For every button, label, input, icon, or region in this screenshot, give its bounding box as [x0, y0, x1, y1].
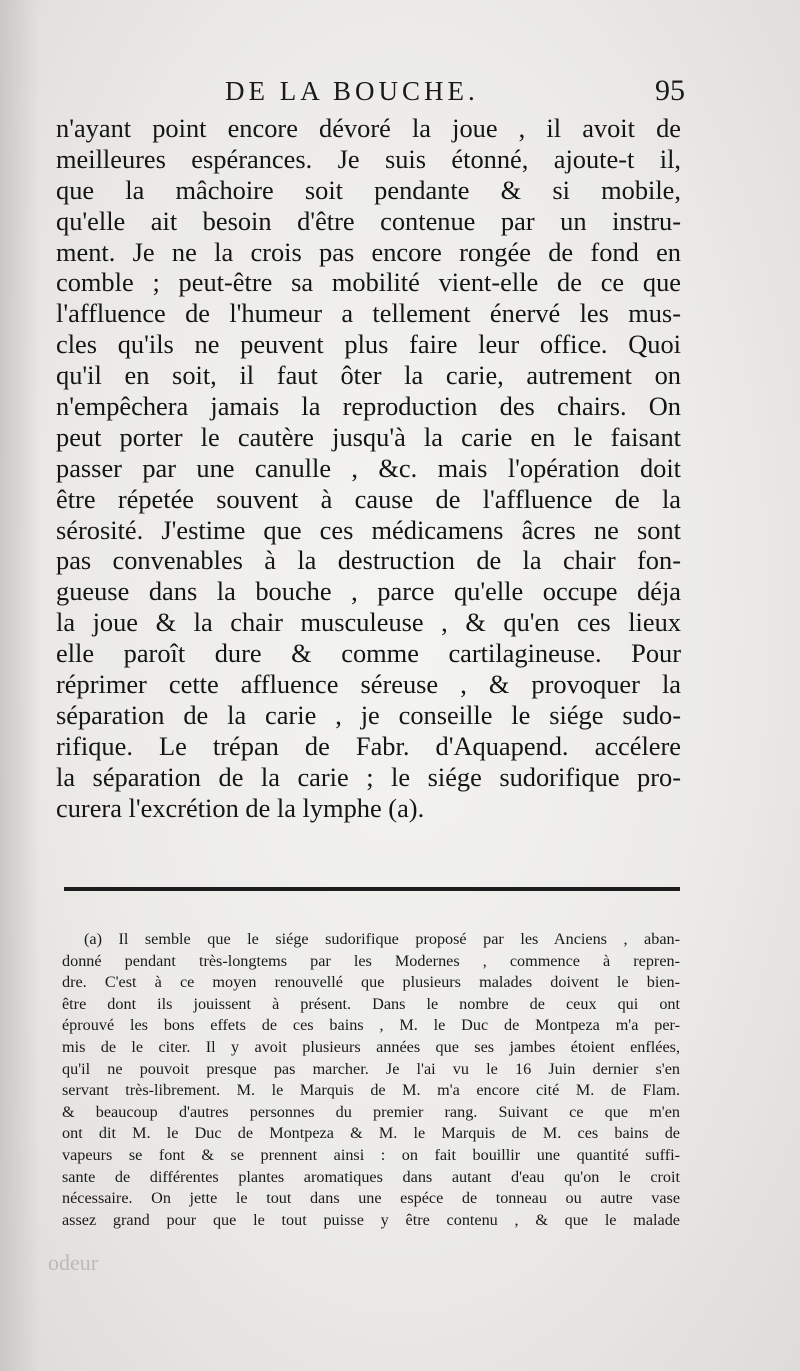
body-line: gueuse dans la bouche , parce qu'elle occupe déja	[56, 576, 681, 607]
body-line: qu'il en soit, il faut ôter la carie, autrement on	[56, 360, 681, 391]
body-line: passer par une canulle , &c. mais l'opération doit	[56, 452, 681, 483]
body-line: que la mâchoire soit pendante & si mobile,	[56, 174, 681, 205]
page-number: 95	[655, 74, 685, 107]
footnote-line: & beaucoup d'autres personnes du premier rang. Suivant ce que m'en	[62, 1102, 680, 1121]
footnote-line: mis de le citer. Il y avoit plusieurs années que ses jambes étoient enflées,	[62, 1037, 680, 1056]
body-line: rifique. Le trépan de Fabr. d'Aquapend. accélere	[56, 730, 681, 761]
body-line: l'affluence de l'humeur a tellement énervé les mus-	[56, 298, 681, 329]
footnote-line: qu'il ne pouvoit presque pas marcher. Je l'ai vu le 16 Juin dernier s'en	[62, 1059, 680, 1078]
footnote-separator-rule	[64, 887, 680, 891]
body-line: pas convenables à la destruction de la chair fon-	[56, 545, 681, 576]
gutter-shadow	[0, 0, 40, 1371]
footnote-line: servant très-librement. M. le Marquis de M. m'a encore cité M. de Flam.	[62, 1081, 680, 1100]
body-line: réprimer cette affluence séreuse , & provoquer la	[56, 669, 681, 700]
footnote-line: (a) Il semble que le siége sudorifique proposé par les Anciens , aban-	[84, 930, 680, 948]
footnote-line: vapeurs se font & se prennent ainsi : on fait bouillir une quantité suffi-	[62, 1145, 680, 1164]
footnote-line: éprouvé les bons effets de ces bains , M. le Duc de Montpeza m'a per-	[62, 1016, 680, 1035]
body-line: n'ayant point encore dévoré la joue , il avoit de	[56, 113, 681, 143]
footnote-line: donné pendant très-longtems par les Modernes , commence à repren-	[62, 951, 680, 970]
footnote-line: être dont ils jouissent à présent. Dans le nombre de ceux qui ont	[62, 994, 680, 1013]
footnote-line: nécessaire. On jette le tout dans une espéce de tonneau ou autre vase	[62, 1189, 680, 1208]
body-line: ment. Je ne la crois pas encore rongée de fond en	[56, 236, 681, 267]
body-line: peut porter le cautère jusqu'à la carie en le faisant	[56, 421, 681, 452]
footnote	[62, 929, 680, 1231]
footnote-line: dre. C'est à ce moyen renouvellé que plusieurs malades doivent le bien-	[62, 973, 680, 992]
footnote-line: assez grand pour que le tout puisse y être contenu , & que le malade	[62, 1210, 680, 1229]
body-line: qu'elle ait besoin d'être contenue par un instru-	[56, 205, 681, 236]
body-line: n'empêchera jamais la reproduction des chairs. On	[56, 391, 681, 422]
body-line: la joue & la chair musculeuse , & qu'en ces lieux	[56, 607, 681, 638]
body-line-last: curera l'excrétion de la lymphe (a).	[56, 792, 425, 823]
body-line: comble ; peut-être sa mobilité vient-elle de ce que	[56, 267, 681, 298]
body-line: la séparation de la carie ; le siége sudorifique pro-	[56, 761, 681, 792]
body-line: sérosité. J'estime que ces médicamens âcres ne sont	[56, 514, 681, 545]
body-line: cles qu'ils ne peuvent plus faire leur office. Quoi	[56, 329, 681, 360]
body-line: meilleures espérances. Je suis étonné, ajoute-t il,	[56, 143, 681, 174]
body-line: elle paroît dure & comme cartilagineuse. Pour	[56, 638, 681, 669]
body-line: séparation de la carie , je conseille le siége sudo-	[56, 699, 681, 730]
footnote-line: sante de différentes plantes aromatiques dans autant d'eau qu'on le croit	[62, 1167, 680, 1186]
bleed-through-text: odeur	[48, 1250, 99, 1275]
footnote-line: ont dit M. le Duc de Montpeza & M. le Marquis de M. ces bains de	[62, 1124, 680, 1143]
body-line: être répetée souvent à cause de l'affluence de la	[56, 483, 681, 514]
page-header	[60, 74, 685, 114]
running-head: DE LA BOUCHE.	[225, 76, 479, 106]
body-text	[56, 113, 681, 823]
